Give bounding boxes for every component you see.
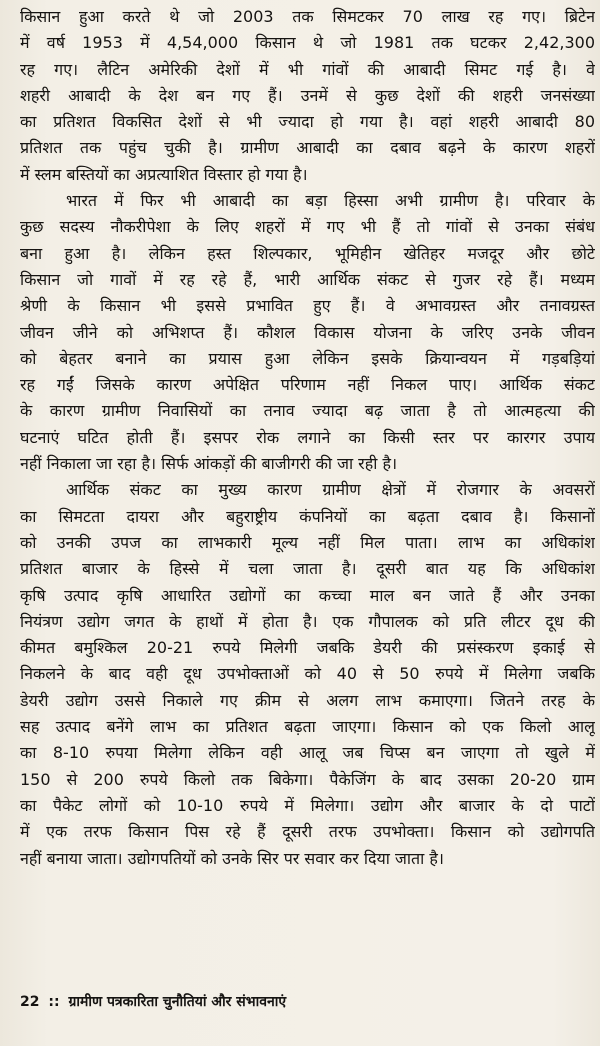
text-line: में एक तरफ किसान पिस रहे हैं दूसरी तरफ उपभोक्ता। किसान को उद्योगपति (20, 822, 595, 842)
text-line: घटनाएं घटित होती हैं। इसपर रोक लगाने का किसी स्तर पर कारगर उपाय (20, 427, 595, 447)
body-text (20, 4, 595, 872)
text-line: प्रतिशत बाजार के हिस्से में चला जाता है। दूसरी बात यह कि अधिकांश (20, 559, 595, 579)
text-line: कृषि उत्पाद कृषि आधारित उद्योगों का कच्चा माल बन जाते हैं और उनका (20, 585, 595, 605)
text-line: नहीं बनाया जाता। उद्योगपतियों को उनके सिर पर सवार कर दिया जाता है। (20, 848, 444, 868)
text-line: बना हुआ है। लेकिन हस्त शिल्पकार, भूमिहीन खेतिहर मजदूर और छोटे (20, 243, 595, 263)
text-line: में वर्ष 1953 में 4,54,000 किसान थे जो 1981 तक घटकर 2,42,300 (20, 33, 595, 53)
text-line: का सिमटता दायरा और बहुराष्ट्रीय कंपनियों का बढ़ता दबाव है। किसानों (20, 506, 595, 526)
text-line: किसान जो गावों में रह रहे हैं, भारी आर्थिक संकट से गुजर रहे हैं। मध्यम (20, 269, 595, 289)
text-line: 150 से 200 रुपये किलो तक बिकेगा। पैकेजिंग के बाद उसका 20-20 ग्राम (20, 769, 595, 789)
text-line: नियंत्रण उद्योग जगत के हाथों में होता है। एक गौपालक को प्रति लीटर दूध की (20, 611, 595, 631)
text-line: को बेहतर बनाने का प्रयास हुआ लेकिन इसके क्रियान्वयन में गड़बड़ियां (20, 348, 595, 368)
book-title: ग्रामीण पत्रकारिता चुनौतियां और संभावनाएं (68, 994, 287, 1010)
text-line: सह उत्पाद बनेंगे लाभ का प्रतिशत बढ़ता जाएगा। किसान को एक किलो आलू (20, 717, 595, 737)
text-line: को उनकी उपज का लाभकारी मूल्य नहीं मिल पाता। लाभ का अधिकांश (20, 532, 595, 552)
text-line: रह गए। लैटिन अमेरिकी देशों में भी गांवों की आबादी सिमट गई है। वे (20, 59, 595, 79)
paragraph (20, 4, 595, 188)
text-line: में स्लम बस्तियों का अप्रत्याशित विस्तार हो गया है। (20, 164, 308, 184)
footer-separator: :: (48, 994, 60, 1010)
text-line: कुछ सदस्य नौकरीपेशा के लिए शहरों में गए भी हैं तो गांवों से उनका संबंध (20, 217, 595, 237)
text-line: का 8-10 रुपया मिलेगा लेकिन वही आलू जब चिप्स बन जाएगा तो खुले में (20, 743, 595, 763)
text-line: भारत में फिर भी आबादी का बड़ा हिस्सा अभी ग्रामीण है। परिवार के (66, 191, 595, 211)
paragraph (20, 188, 595, 477)
text-line: शहरी आबादी के देश बन गए हैं। उनमें से कुछ देशों की शहरी जनसंख्या (20, 85, 595, 105)
text-line: रह गईं जिसके कारण अपेक्षित परिणाम नहीं निकल पाए। आर्थिक संकट (20, 375, 595, 395)
text-line: का प्रतिशत विकसित देशों से भी ज्यादा हो गया है। वहां शहरी आबादी 80 (20, 112, 595, 132)
text-line: नहीं निकाला जा रहा है। सिर्फ आंकड़ों की बाजीगरी की जा रही है। (20, 454, 398, 474)
page-footer (20, 990, 286, 1014)
text-line: किसान हुआ करते थे जो 2003 तक सिमटकर 70 लाख रह गए। ब्रिटेन (20, 7, 595, 26)
page-number: 22 (20, 994, 40, 1010)
text-line: का पैकेट लोगों को 10-10 रुपये में मिलेगा। उद्योग और बाजार के दो पाटों (20, 795, 595, 815)
text-line: डेयरी उद्योग उससे निकाले गए क्रीम से अलग लाभ कमाएगा। जितने तरह के (20, 690, 595, 710)
text-line: कीमत बमुश्किल 20-21 रुपये मिलेगी जबकि डेयरी की प्रसंस्करण इकाई से (20, 638, 595, 658)
text-line: जीवन जीने को अभिशप्त हैं। कौशल विकास योजना के जरिए उनके जीवन (20, 322, 595, 342)
paragraph (20, 477, 595, 871)
text-line: के कारण ग्रामीण निवासियों का तनाव ज्यादा बढ़ जाता है तो आत्महत्या की (20, 401, 595, 421)
text-line: आर्थिक संकट का मुख्य कारण ग्रामीण क्षेत्रों में रोजगार के अवसरों (66, 480, 595, 500)
text-line: श्रेणी के किसान भी इससे प्रभावित हुए हैं। वे अभावग्रस्त और तनावग्रस्त (20, 296, 595, 316)
text-line: निकलने के बाद वही दूध उपभोक्ताओं को 40 से 50 रुपये में मिलेगा जबकि (20, 664, 595, 684)
text-line: प्रतिशत तक पहुंच चुकी है। ग्रामीण आबादी का दबाव बढ़ने के कारण शहरों (20, 138, 595, 158)
